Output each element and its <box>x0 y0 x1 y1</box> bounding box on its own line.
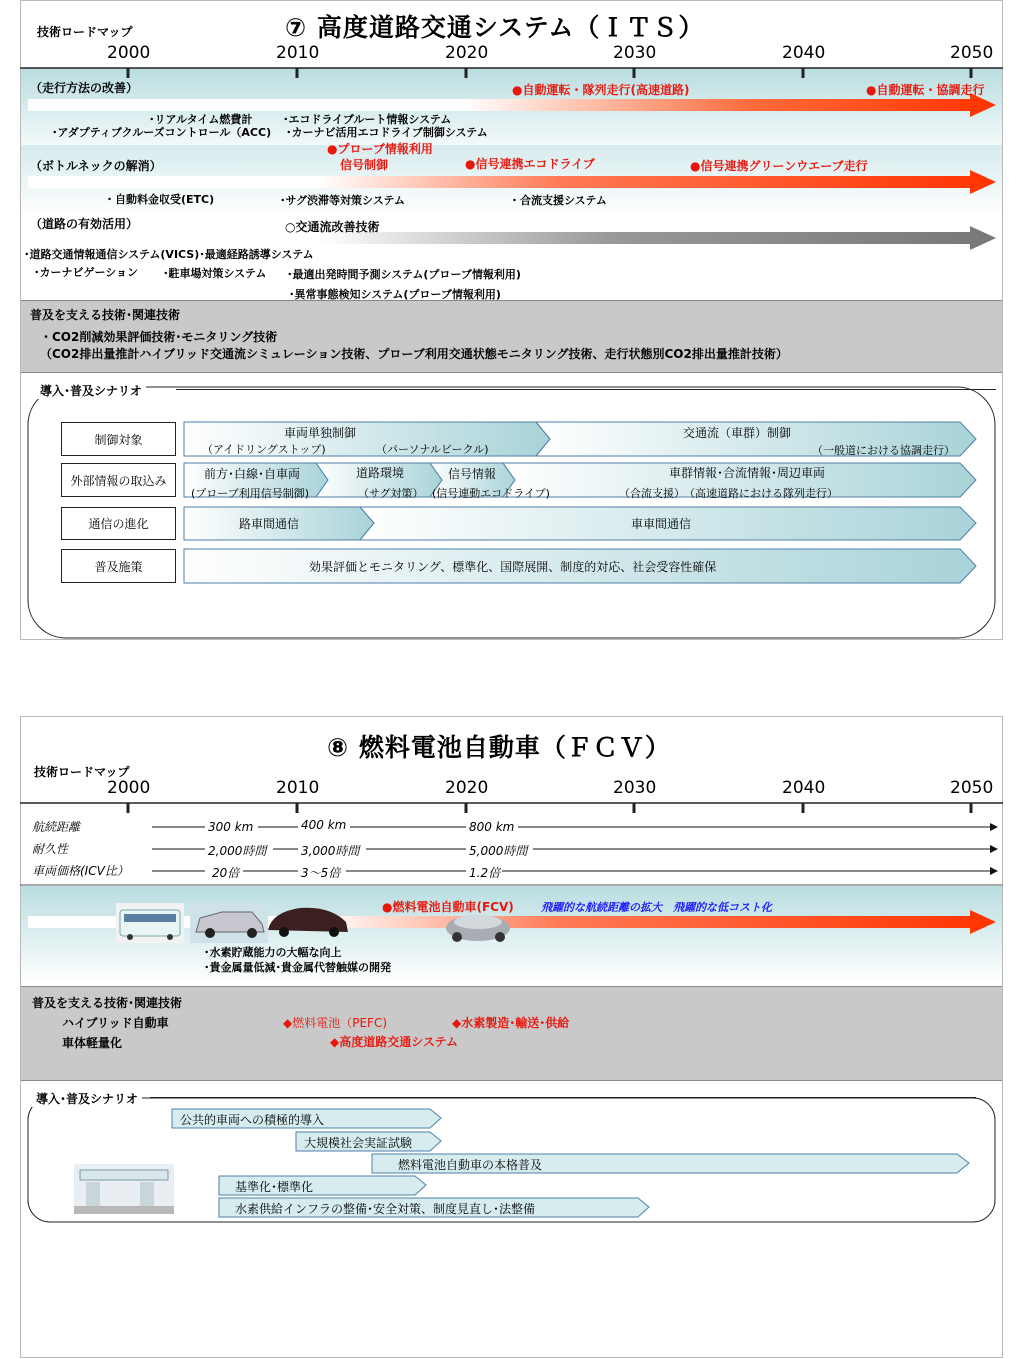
fcv-scenario-bar: 燃料電池自動車の本格普及 <box>398 1158 543 1172</box>
its-r2-s4-top: 車群情報･合流情報･周辺車両 <box>669 466 826 480</box>
its-r2-s3-top: 信号情報 <box>448 467 497 481</box>
fcv-metric-value: 1.2倍 <box>469 866 501 880</box>
fcv-year-2020: 2020 <box>445 778 489 798</box>
fcv-metric-label: 航続距離 <box>32 820 81 834</box>
fcv-year-2030: 2030 <box>613 778 657 798</box>
its-lane2-item: ・自動料金収受(ETC) <box>104 193 215 206</box>
its-lane3-item: ･道路交通情報通信システム(VICS)･最適経路誘導システム <box>24 248 314 261</box>
fcv-metric-value: 400 km <box>301 818 347 832</box>
its-lane1-goal2: ●自動運転・協調走行 <box>866 83 985 97</box>
fcv-year-2040: 2040 <box>782 778 826 798</box>
its-row-label-policy: 普及施策 <box>61 549 176 583</box>
fcv-scenario-bar: 水素供給インフラの整備･安全対策、制度見直し･法整備 <box>235 1202 536 1216</box>
its-lane2-header: （ボトルネックの解消） <box>30 159 162 173</box>
its-year-2040: 2040 <box>782 43 826 63</box>
its-r2-s3-b: (信号連動エコドライブ) <box>432 487 550 500</box>
fcv-support-header: 普及を支える技術･関連技術 <box>32 996 183 1010</box>
fcv-year-2050: 2050 <box>950 778 994 798</box>
fcv-metric-value: 3～5倍 <box>301 866 341 880</box>
its-support-line1: ・CO2削減効果評価技術･モニタリング技術 <box>40 330 278 344</box>
its-row-label-comm: 通信の進化 <box>61 507 176 540</box>
fcv-metric-value: 300 km <box>208 820 254 834</box>
its-page-title: ⑦ 高度道路交通システム（ＩＴＳ） <box>285 13 705 42</box>
its-r1-seg1-top: 車両単独制御 <box>284 426 357 440</box>
fcv-metric-label: 車両価格(ICV比） <box>32 864 129 878</box>
its-r3-s2: 車車間通信 <box>631 517 692 531</box>
its-lane2-item: ・合流支援システム <box>509 194 607 207</box>
its-r2-s2-b: （サグ対策） <box>358 487 424 500</box>
its-lane1-goal1: ●自動運転・隊列走行(高速道路) <box>512 83 690 97</box>
fcv-metric-value: 5,000時間 <box>469 844 528 858</box>
its-r1-seg1-b: （パーソナルビークル) <box>376 443 489 456</box>
its-lane1-header: （走行方法の改善） <box>30 81 139 95</box>
its-r1-seg1-a: （アイドリングストップ) <box>202 443 326 456</box>
fcv-metric-value: 2,000時間 <box>208 844 267 858</box>
fcv-main-label: ●燃料電池自動車(FCV) <box>382 900 514 914</box>
its-r1-seg2-b: （一般道における協調走行） <box>812 444 955 457</box>
fcv-scenario-header: 導入･普及シナリオ <box>32 1090 142 1107</box>
its-row-label-control: 制御対象 <box>61 422 176 456</box>
its-year-2010: 2010 <box>276 43 320 63</box>
its-r2-s4-b: （高速道路における隊列走行） <box>684 487 838 500</box>
fcv-support-red: ◆高度道路交通システム <box>330 1035 459 1049</box>
fcv-note: ･水素貯蔵能力の大幅な向上 <box>204 946 342 959</box>
its-lane3-mid: ○交通流改善技術 <box>285 220 380 234</box>
fcv-support-item: 車体軽量化 <box>62 1036 123 1050</box>
its-r4-s1: 効果評価とモニタリング、標準化、国際展開、制度的対応、社会受容性確保 <box>309 560 717 574</box>
fcv-year-2000: 2000 <box>107 778 151 798</box>
its-year-2020: 2020 <box>445 43 489 63</box>
its-lane1-item: ･リアルタイム燃費計 <box>149 113 253 126</box>
its-lane2-probe: ●プローブ情報利用 <box>327 142 433 156</box>
its-r2-s2-top: 道路環境 <box>356 466 405 480</box>
fcv-blue-text: 飛躍的な航続距離の拡大 飛躍的な低コスト化 <box>541 901 772 914</box>
its-lane2-signal-eco: ●信号連携エコドライブ <box>465 157 595 171</box>
fcv-support-item: ハイブリッド自動車 <box>62 1016 169 1030</box>
fcv-roadmap-label: 技術ロードマップ <box>34 765 130 779</box>
its-lane2-item: ･サグ渋滞等対策システム <box>280 194 405 207</box>
its-r1-seg2-top: 交通流（車群）制御 <box>683 426 792 440</box>
fcv-scenario-bar: 基準化･標準化 <box>235 1180 314 1194</box>
fcv-page-title: ⑧ 燃料電池自動車（ＦＣＶ） <box>327 733 671 762</box>
its-year-2030: 2030 <box>613 43 657 63</box>
its-r3-s1: 路車間通信 <box>239 517 300 531</box>
its-lane3-item: ･駐車場対策システム <box>163 267 267 280</box>
its-row-label-external: 外部情報の取込み <box>61 463 176 497</box>
its-lane2-probe-2: 信号制御 <box>340 158 389 172</box>
fcv-scenario-bar: 公共的車両への積極的導入 <box>180 1113 325 1127</box>
its-lane2-green-wave: ●信号連携グリーンウエーブ走行 <box>690 159 868 173</box>
fcv-metric-value: 20倍 <box>212 866 240 880</box>
its-lane3-item: ･異常事態検知システム(プローブ情報利用) <box>289 288 501 301</box>
its-r2-s1-top: 前方･白線･自車両 <box>204 467 301 481</box>
its-lane1-item: ･エコドライブルート情報システム <box>283 113 452 126</box>
fcv-year-2010: 2010 <box>276 778 320 798</box>
fcv-scenario-bar: 大規模社会実証試験 <box>304 1136 413 1150</box>
fcv-note: ･貴金属量低減･貴金属代替触媒の開発 <box>204 961 391 974</box>
its-scenario-header: 導入･普及シナリオ <box>36 382 146 399</box>
fcv-metric-label: 耐久性 <box>32 842 69 856</box>
fcv-metric-value: 3,000時間 <box>301 844 360 858</box>
fcv-metric-value: 800 km <box>469 820 515 834</box>
its-lane3-header: （道路の有効活用） <box>30 217 139 231</box>
its-r2-s4-a: （合流支援） <box>619 487 685 500</box>
its-support-header: 普及を支える技術･関連技術 <box>30 308 181 322</box>
fcv-support-red: ◆燃料電池（PEFC) <box>283 1016 388 1030</box>
its-lane3-item: ･カーナビゲーション <box>34 266 139 279</box>
its-r2-s1-b: (プローブ利用信号制御) <box>191 487 310 500</box>
fcv-scenario-header-line <box>150 1097 976 1098</box>
its-year-2050: 2050 <box>950 43 994 63</box>
its-year-2000: 2000 <box>107 43 151 63</box>
its-lane3-item: ･最適出発時間予測システム(プローブ情報利用) <box>287 268 521 281</box>
fcv-support-red: ◆水素製造･輸送･供給 <box>452 1016 570 1030</box>
its-lane1-item: ･アダプティブクルーズコントロール（ACC) <box>52 126 272 139</box>
its-roadmap-label: 技術ロードマップ <box>37 25 133 39</box>
its-lane1-item: ･カーナビ活用エコドライブ制御システム <box>286 126 488 139</box>
its-support-line2: （CO2排出量推計ハイブリッド交通流シミュレーション技術、プローブ利用交通状態モニタリング技術、走行状態別CO2排出量推計技術） <box>40 347 788 361</box>
